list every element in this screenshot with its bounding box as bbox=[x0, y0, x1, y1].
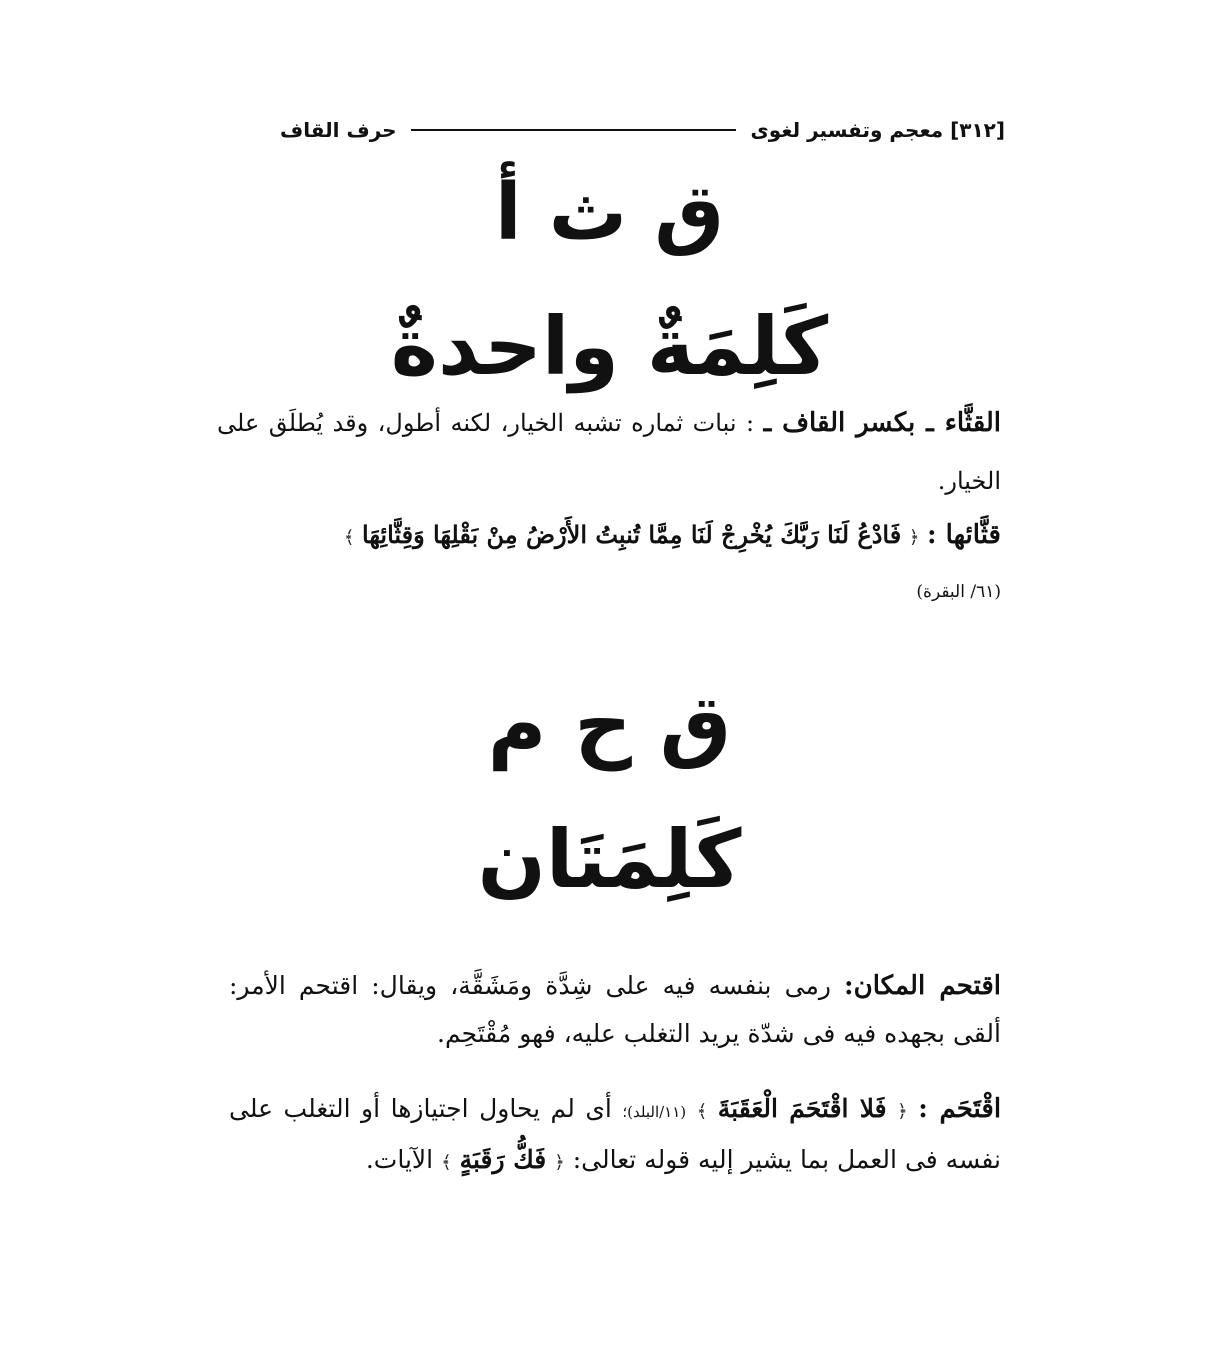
entry2-verse: فَلا اقْتَحَمَ الْعَقَبَةَ bbox=[717, 1094, 887, 1123]
entry1-usage bbox=[217, 505, 1001, 568]
page-title: [٣١٢] معجم وتفسير لغوى bbox=[750, 118, 1005, 142]
entry1-verse: فَادْعُ لَنَا رَبَّكَ يُخْرِجْ لَنَا مِمَّا تُنبِتُ الأَرْضُ مِنْ بَقْلِهَا وَقِثَّائِهَا bbox=[362, 520, 902, 549]
entry1-term: القثَّاء ـ بكسر القاف ـ bbox=[763, 408, 1001, 438]
entry1-usage-word: قثَّائها : bbox=[927, 520, 1001, 550]
entry1-definition-text: : نبات ثماره تشبه الخيار، لكنه أطول، وقد يُطلَق على الخيار. bbox=[217, 409, 1001, 495]
entry2-root: ق ح م bbox=[487, 678, 732, 771]
section-title: حرف القاف bbox=[280, 118, 397, 142]
header-rule bbox=[411, 129, 737, 131]
entry2-term: اقتحم المكان: bbox=[844, 971, 1001, 1001]
entry1-word-count: كَلِمَةٌ واحدةٌ bbox=[390, 300, 829, 393]
ornament-open: ﴿ bbox=[897, 1101, 908, 1122]
entry2-usage-text: أى لم يحاول اجتيازها أو التغلب على نفسه فى العمل بما يشير إليه قوله تعالى: bbox=[229, 1094, 1001, 1174]
entry1-citation: (٦١/ البقرة) bbox=[916, 582, 1001, 602]
entry1-root: ق ث أ bbox=[494, 168, 725, 258]
entry2-usage bbox=[229, 1085, 1001, 1187]
running-header bbox=[280, 112, 1005, 148]
entry2-verse-ref: (١١/البلد)؛ bbox=[622, 1103, 687, 1121]
ornament-close: ﴾ bbox=[696, 1101, 708, 1122]
ornament-open: ﴿ bbox=[908, 527, 920, 548]
entry1-definition bbox=[217, 394, 1001, 510]
entry2-definition-text: رمى بنفسه فيه على شِدَّة ومَشَقَّة، ويقال: اقتحم الأمر: ألقى بجهده فيه فى شدّة يريد التغلب عليه، فهو مُقْتَحِم. bbox=[229, 971, 1001, 1048]
ornament-close: ﴾ bbox=[441, 1152, 452, 1173]
entry2-usage-tail: الآيات. bbox=[365, 1145, 434, 1174]
ornament-close: ﴾ bbox=[343, 527, 355, 548]
entry2-definition bbox=[229, 962, 1001, 1058]
entry2-usage-word: اقْتَحَم : bbox=[918, 1094, 1002, 1124]
entry2-verse2: فَكُّ رَقَبَةٍ bbox=[459, 1145, 547, 1174]
ornament-open: ﴿ bbox=[554, 1152, 565, 1173]
entry2-word-count: كَلِمَتَان bbox=[477, 813, 742, 906]
